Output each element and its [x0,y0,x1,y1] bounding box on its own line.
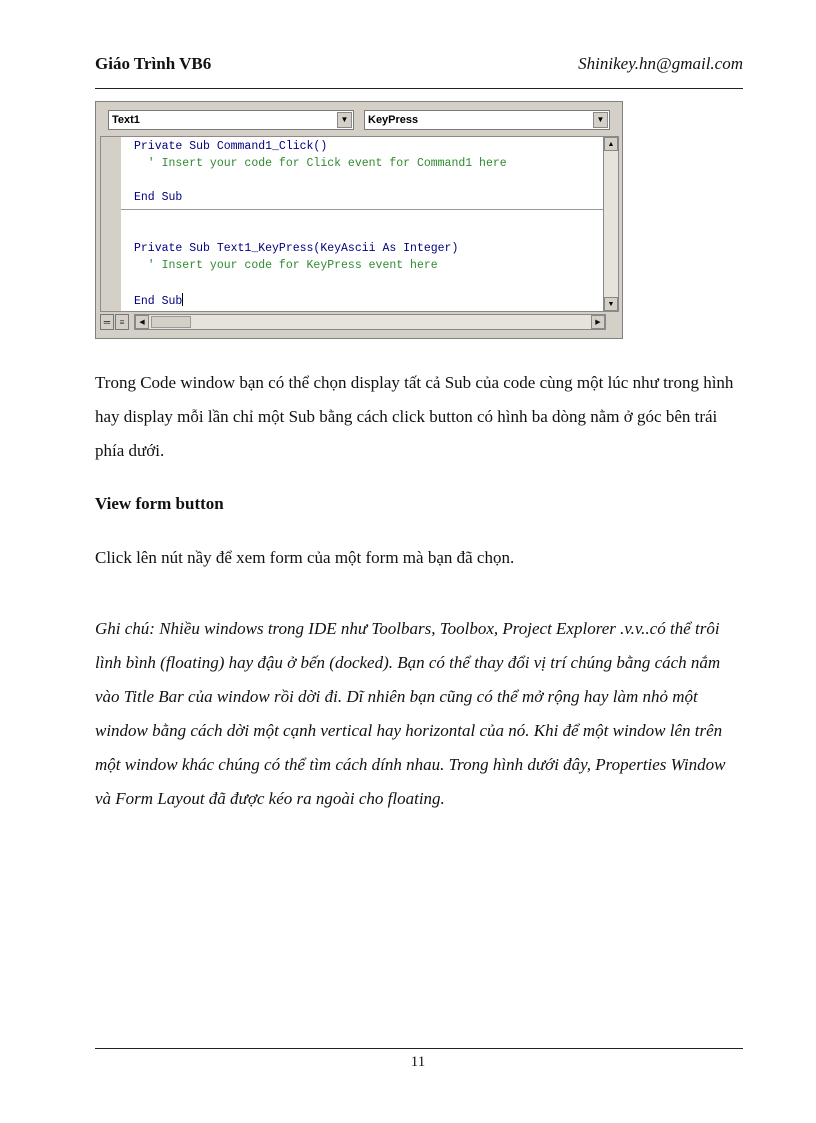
scroll-down-icon[interactable]: ▼ [604,297,618,311]
code-window-screenshot [95,101,623,339]
scroll-right-icon[interactable]: ▶ [591,315,605,329]
procedure-combo-value: KeyPress [368,114,419,126]
procedure-combo[interactable] [364,110,610,130]
code-line: ' Insert your code for KeyPress event here [134,259,438,272]
procedure-separator [121,209,605,210]
code-line: Private Sub Text1_KeyPress(KeyAscii As Integer) [134,242,459,255]
full-module-view-button[interactable]: ≡ [115,314,129,330]
paragraph-code-window: Trong Code window bạn có thể chọn display tất cả Sub của code cùng một lúc như trong hình hay display mỗi lần chỉ một Sub bằng cách click button có hình ba dòng nằm ở góc bên trái phía dưới. [95,373,734,460]
code-line: Private Sub Command1_Click() [134,140,328,153]
header-rule [95,88,743,89]
header-email: Shinikey.hn@gmail.com [578,54,743,73]
chevron-down-icon[interactable]: ▼ [337,112,352,128]
code-line-text: End Sub [134,295,183,308]
object-combo[interactable] [108,110,354,130]
code-editor[interactable] [100,136,606,312]
scroll-thumb[interactable] [151,316,191,328]
note-paragraph: Ghi chú: Nhiều windows trong IDE như Toolbars, Toolbox, Project Explorer .v.v..có thể trôi lình bình (floating) hay đậu ở bến (docked). Bạn có thể thay đổi vị trí chúng bằng cách nắm vào Title Bar của window rồi dời đi. Dĩ nhiên bạn cũng có thể mở rộng hay làm nhỏ một window bằng cách dời một cạnh vertical hay horizontal của nó. Khi để một window lên trên một window khác chúng có thể tìm cách dính nhau. Trong hình dưới đây, Properties Window và Form Layout đã được kéo ra ngoài cho floating. [95,619,726,808]
vertical-scrollbar[interactable] [603,136,619,312]
code-line: ' Insert your code for Click event for Command1 here [134,157,507,170]
scroll-left-icon[interactable]: ◀ [135,315,149,329]
object-combo-value: Text1 [112,114,140,126]
section-heading: View form button [95,494,224,513]
text-cursor [182,293,183,306]
chevron-down-icon[interactable]: ▼ [593,112,608,128]
code-line: End Sub [134,191,183,204]
scroll-up-icon[interactable]: ▲ [604,137,618,151]
procedure-view-button[interactable]: ═ [100,314,114,330]
page-number: 11 [410,1054,426,1070]
header-title: Giáo Trình VB6 [95,54,212,73]
bottom-bar [100,314,606,332]
margin-indicator-bar [101,137,121,311]
horizontal-scrollbar[interactable] [134,314,606,330]
code-line-last [134,293,183,308]
footer-rule [95,1048,743,1049]
paragraph-view-form: Click lên nút nầy để xem form của một form mà bạn đã chọn. [95,548,515,567]
